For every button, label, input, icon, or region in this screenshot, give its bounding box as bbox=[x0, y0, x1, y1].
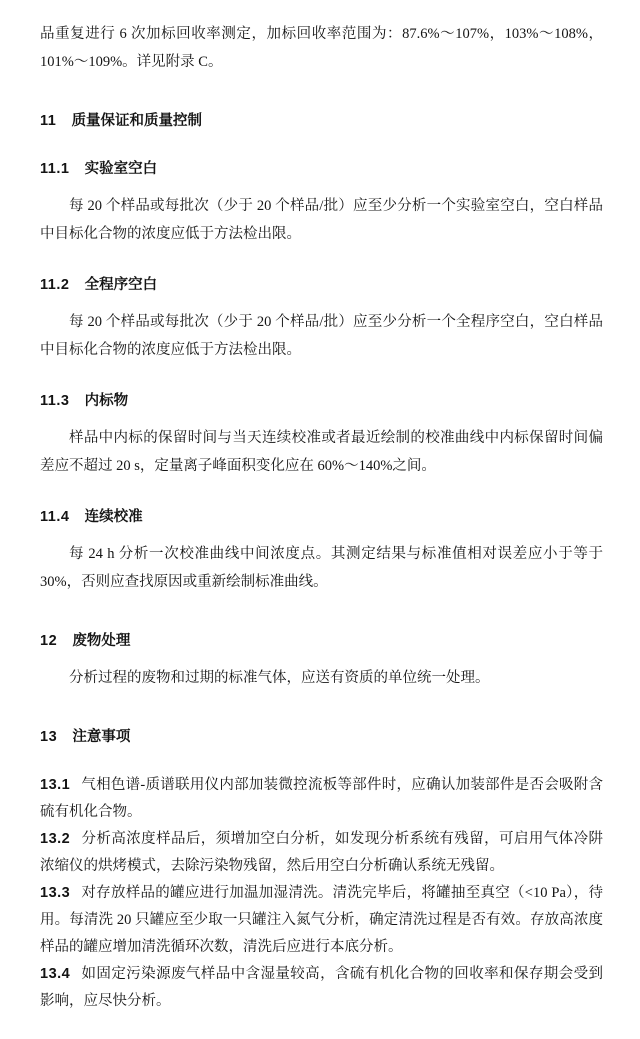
section-heading-11-1 bbox=[40, 158, 603, 180]
section-heading-11 bbox=[40, 110, 603, 132]
clause-number-13-4: 13.4 bbox=[40, 966, 71, 982]
section-title-11: 质量保证和质量控制 bbox=[71, 113, 203, 129]
clause-text-13-1: 气相色谱-质谱联用仪内部加装微控流板等部件时，应确认加装部件是否会吸附含硫有机化合物。 bbox=[40, 777, 603, 820]
section-number-11-1: 11.1 bbox=[40, 161, 70, 177]
section-title-12: 废物处理 bbox=[72, 633, 131, 649]
clause-text-13-2: 分析高浓度样品后，须增加空白分析，如发现分析系统有残留，可启用气体冷阱浓缩仪的烘烤模式，去除污染物残留，然后用空白分析确认系统无残留。 bbox=[40, 831, 603, 874]
clause-text-13-4: 如固定污染源废气样品中含湿量较高，含硫有机化合物的回收率和保存期会受到影响，应尽快分析。 bbox=[40, 966, 603, 1009]
section-heading-12 bbox=[40, 630, 603, 652]
section-number-11-2: 11.2 bbox=[40, 277, 70, 293]
section-title-11-4: 连续校准 bbox=[84, 509, 143, 525]
section-number-11-4: 11.4 bbox=[40, 509, 70, 525]
section-number-11-3: 11.3 bbox=[40, 393, 70, 409]
clause-13-2 bbox=[40, 826, 603, 880]
section-heading-11-4 bbox=[40, 506, 603, 528]
clause-number-13-2: 13.2 bbox=[40, 831, 71, 847]
paragraph-11-3: 样品中内标的保留时间与当天连续校准或者最近绘制的校准曲线中内标保留时间偏差应不超过 20 s，定量离子峰面积变化应在 60%～140%之间。 bbox=[40, 430, 603, 474]
paragraph-11-2: 每 20 个样品或每批次（少于 20 个样品/批）应至少分析一个全程序空白，空白样品中目标化合物的浓度应低于方法检出限。 bbox=[40, 314, 603, 358]
section-title-13: 注意事项 bbox=[72, 729, 131, 745]
section-number-11: 11 bbox=[40, 113, 57, 129]
section-title-11-1: 实验室空白 bbox=[84, 161, 158, 177]
paragraph-11-1: 每 20 个样品或每批次（少于 20 个样品/批）应至少分析一个实验室空白，空白样品中目标化合物的浓度应低于方法检出限。 bbox=[40, 198, 603, 242]
clause-text-13-3: 对存放样品的罐应进行加温加湿清洗。清洗完毕后，将罐抽至真空（<10 Pa），待用。每清洗 20 只罐应至少取一只罐注入氮气分析，确定清洗过程是否有效。存放高浓度样品的罐应增加清洗循环次数，清洗后应进行本底分析。 bbox=[40, 885, 603, 955]
section-heading-11-2 bbox=[40, 274, 603, 296]
section-title-11-2: 全程序空白 bbox=[84, 277, 158, 293]
paragraph-11-4: 每 24 h 分析一次校准曲线中间浓度点。其测定结果与标准值相对误差应小于等于 30%，否则应查找原因或重新绘制标准曲线。 bbox=[40, 546, 603, 590]
paragraph-12: 分析过程的废物和过期的标准气体，应送有资质的单位统一处理。 bbox=[69, 670, 490, 686]
section-title-11-3: 内标物 bbox=[84, 393, 129, 409]
clause-list-13 bbox=[40, 772, 603, 1015]
clause-number-13-3: 13.3 bbox=[40, 885, 71, 901]
section-number-12: 12 bbox=[40, 633, 58, 649]
paragraph-recovery-continuation: 品重复进行 6 次加标回收率测定，加标回收率范围为：87.6%～107%，103%～108%，101%～109%。详见附录 C。 bbox=[40, 26, 603, 70]
clause-13-1 bbox=[40, 772, 603, 826]
section-heading-13 bbox=[40, 726, 603, 748]
clause-13-3 bbox=[40, 880, 603, 961]
section-heading-11-3 bbox=[40, 390, 603, 412]
clause-number-13-1: 13.1 bbox=[40, 777, 71, 793]
section-number-13: 13 bbox=[40, 729, 58, 745]
clause-13-4 bbox=[40, 961, 603, 1015]
